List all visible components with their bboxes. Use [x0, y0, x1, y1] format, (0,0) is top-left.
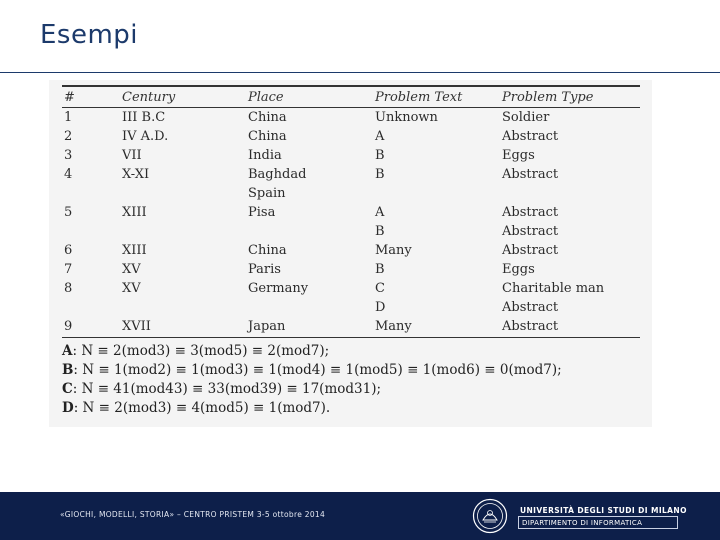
- table-header-row: [62, 88, 640, 107]
- cell-problem-text: B: [375, 262, 385, 277]
- cell-number: 1: [64, 110, 73, 125]
- cell-place: Germany: [248, 281, 309, 296]
- cell-problem-type: Soldier: [502, 110, 550, 125]
- cell-problem-type: Abstract: [502, 319, 559, 334]
- cell-century: III B.C: [122, 110, 166, 125]
- cell-problem-type: Eggs: [502, 148, 535, 163]
- cell-century: XIII: [122, 205, 147, 220]
- cell-problem-text: Unknown: [375, 110, 438, 125]
- cell-problem-type: Abstract: [502, 167, 559, 182]
- cell-problem-type: [500, 184, 640, 203]
- cell-problem-text: B: [375, 167, 385, 182]
- cell-place: Spain: [248, 186, 286, 201]
- header-number: #: [64, 90, 75, 105]
- cell-number: 5: [64, 205, 73, 220]
- cell-problem-type: Eggs: [502, 262, 535, 277]
- cell-problem-text: B: [375, 224, 385, 239]
- cell-place: [246, 222, 373, 241]
- cell-century: [120, 222, 246, 241]
- cell-number: 8: [64, 281, 73, 296]
- header-century: Century: [122, 90, 176, 105]
- table-row: [62, 127, 640, 146]
- figure-image: [49, 80, 652, 427]
- table-row: [62, 260, 640, 279]
- table-row: [62, 203, 640, 222]
- cell-century: XVII: [122, 319, 151, 334]
- header-place: Place: [248, 90, 284, 105]
- slide-title: Esempi: [40, 20, 139, 50]
- department-name: DIPARTIMENTO DI INFORMATICA: [522, 519, 643, 527]
- cell-number: 9: [64, 319, 73, 334]
- cell-problem-text: A: [375, 129, 385, 144]
- equations-block: [62, 342, 642, 418]
- department-box: [518, 516, 678, 529]
- cell-problem-type: Abstract: [502, 224, 559, 239]
- table-row: [62, 298, 640, 317]
- table-top-rule: [62, 85, 640, 87]
- cell-place: Baghdad: [248, 167, 307, 182]
- cell-place: China: [248, 243, 287, 258]
- table-row: [62, 108, 640, 127]
- equation-b: B: N ≡ 1(mod2) ≡ 1(mod3) ≡ 1(mod4) ≡ 1(mod5) ≡ 1(mod6) ≡ 0(mod7);: [62, 362, 562, 378]
- cell-problem-text: C: [375, 281, 385, 296]
- cell-problem-text: D: [375, 300, 386, 315]
- cell-number: 3: [64, 148, 73, 163]
- table-row: [62, 279, 640, 298]
- cell-problem-text: A: [375, 205, 385, 220]
- footer-bar: [0, 492, 720, 540]
- table-row: [62, 241, 640, 260]
- cell-number: [62, 298, 120, 317]
- table-row: [62, 317, 640, 336]
- cell-number: [62, 222, 120, 241]
- university-seal-icon: [472, 498, 508, 534]
- cell-number: [62, 184, 120, 203]
- cell-century: XV: [122, 281, 141, 296]
- cell-place: India: [248, 148, 282, 163]
- table-row: [62, 165, 640, 184]
- equation-d: D: N ≡ 2(mod3) ≡ 4(mod5) ≡ 1(mod7).: [62, 400, 331, 416]
- cell-century: IV A.D.: [122, 129, 169, 144]
- problem-table: [62, 85, 640, 338]
- header-problem-text: Problem Text: [375, 90, 463, 105]
- cell-place: Japan: [248, 319, 286, 334]
- header-problem-type: Problem Type: [502, 90, 594, 105]
- cell-century: XIII: [122, 243, 147, 258]
- cell-problem-type: Charitable man: [502, 281, 605, 296]
- cell-number: 7: [64, 262, 73, 277]
- table-row: [62, 184, 640, 203]
- cell-century: XV: [122, 262, 141, 277]
- equation-a: A: N ≡ 2(mod3) ≡ 3(mod5) ≡ 2(mod7);: [62, 343, 330, 359]
- cell-place: China: [248, 129, 287, 144]
- footer-event-text: «GIOCHI, MODELLI, STORIA» – CENTRO PRISTEM 3-5 ottobre 2014: [60, 510, 326, 519]
- table-body: [62, 108, 640, 336]
- cell-problem-text: Many: [375, 319, 412, 334]
- cell-place: Paris: [248, 262, 281, 277]
- cell-century: VII: [122, 148, 142, 163]
- cell-problem-type: Abstract: [502, 243, 559, 258]
- table-row: [62, 146, 640, 165]
- cell-place: Pisa: [248, 205, 276, 220]
- cell-number: 4: [64, 167, 73, 182]
- cell-place: [246, 298, 373, 317]
- cell-problem-type: Abstract: [502, 205, 559, 220]
- cell-number: 2: [64, 129, 73, 144]
- table-bottom-rule: [62, 337, 640, 338]
- cell-problem-text: [373, 184, 500, 203]
- university-name: UNIVERSITÀ DEGLI STUDI DI MILANO: [520, 506, 687, 515]
- cell-problem-type: Abstract: [502, 129, 559, 144]
- equation-c: C: N ≡ 41(mod43) ≡ 33(mod39) ≡ 17(mod31);: [62, 381, 382, 397]
- cell-century: [120, 184, 246, 203]
- cell-problem-text: Many: [375, 243, 412, 258]
- cell-place: China: [248, 110, 287, 125]
- cell-problem-type: Abstract: [502, 300, 559, 315]
- cell-number: 6: [64, 243, 73, 258]
- cell-century: [120, 298, 246, 317]
- cell-century: X-XI: [122, 167, 150, 182]
- cell-problem-text: B: [375, 148, 385, 163]
- table-row: [62, 222, 640, 241]
- title-divider: [0, 72, 720, 73]
